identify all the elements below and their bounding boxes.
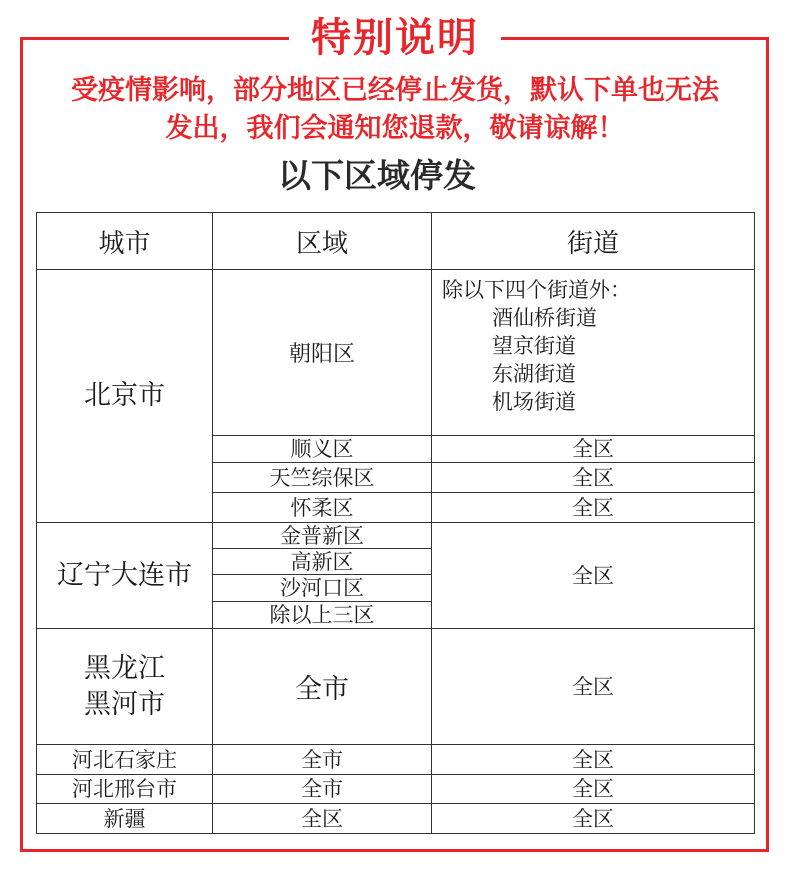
table-subtitle: 以下区域停发 <box>278 156 476 195</box>
district-huairou: 怀柔区 <box>213 493 432 523</box>
table-row <box>37 523 755 549</box>
district-shunyi: 顺义区 <box>213 436 432 463</box>
table-row <box>37 745 755 775</box>
chaoyang-streets <box>432 270 755 436</box>
header-district: 区域 <box>213 213 432 270</box>
notice-line-2: 发出，我们会通知您退款，敬请谅解！ <box>165 113 625 144</box>
street-huairou: 全区 <box>432 493 755 523</box>
street-item: 东湖街道 <box>492 362 576 386</box>
city-heihe-line2: 黑河市 <box>84 688 165 720</box>
district-gaoxin: 高新区 <box>213 549 432 575</box>
street-item: 机场街道 <box>492 390 576 414</box>
table-row <box>37 775 755 804</box>
district-tianzhu: 天竺综保区 <box>213 463 432 493</box>
city-dalian: 辽宁大连市 <box>37 523 213 629</box>
city-heihe-line1: 黑龙江 <box>84 652 165 684</box>
city-heihe <box>37 629 213 745</box>
district-shahekou: 沙河口区 <box>213 575 432 602</box>
city-xingtai: 河北邢台市 <box>37 775 213 804</box>
district-shijiazhuang: 全市 <box>213 745 432 775</box>
table-row <box>37 629 755 745</box>
notice-text <box>0 72 790 148</box>
district-heihe: 全市 <box>213 629 432 745</box>
street-xinjiang: 全区 <box>432 804 755 834</box>
table-row <box>37 270 755 436</box>
street-tianzhu: 全区 <box>432 463 755 493</box>
district-xingtai: 全市 <box>213 775 432 804</box>
city-beijing: 北京市 <box>37 270 213 523</box>
header-city: 城市 <box>37 213 213 270</box>
district-xinjiang: 全区 <box>213 804 432 834</box>
table-header-row <box>37 213 755 270</box>
street-item: 望京街道 <box>492 334 576 358</box>
district-jinpu: 金普新区 <box>213 523 432 549</box>
street-shunyi: 全区 <box>432 436 755 463</box>
title-wrap <box>0 8 790 68</box>
district-chaoyang: 朝阳区 <box>213 270 432 436</box>
table-row <box>37 804 755 834</box>
city-xinjiang: 新疆 <box>37 804 213 834</box>
city-shijiazhuang: 河北石家庄 <box>37 745 213 775</box>
street-item: 酒仙桥街道 <box>492 306 597 330</box>
street-heihe: 全区 <box>432 629 755 745</box>
page-title: 特别说明 <box>289 8 501 68</box>
suspended-areas-table <box>36 212 755 834</box>
district-others: 除以上三区 <box>213 602 432 629</box>
notice-line-1: 受疫情影响，部分地区已经停止发货，默认下单也无法 <box>71 75 719 106</box>
street-dalian: 全区 <box>432 523 755 629</box>
street-xingtai: 全区 <box>432 775 755 804</box>
streets-intro: 除以下四个街道外： <box>442 278 631 302</box>
header-street: 街道 <box>432 213 755 270</box>
street-shijiazhuang: 全区 <box>432 745 755 775</box>
